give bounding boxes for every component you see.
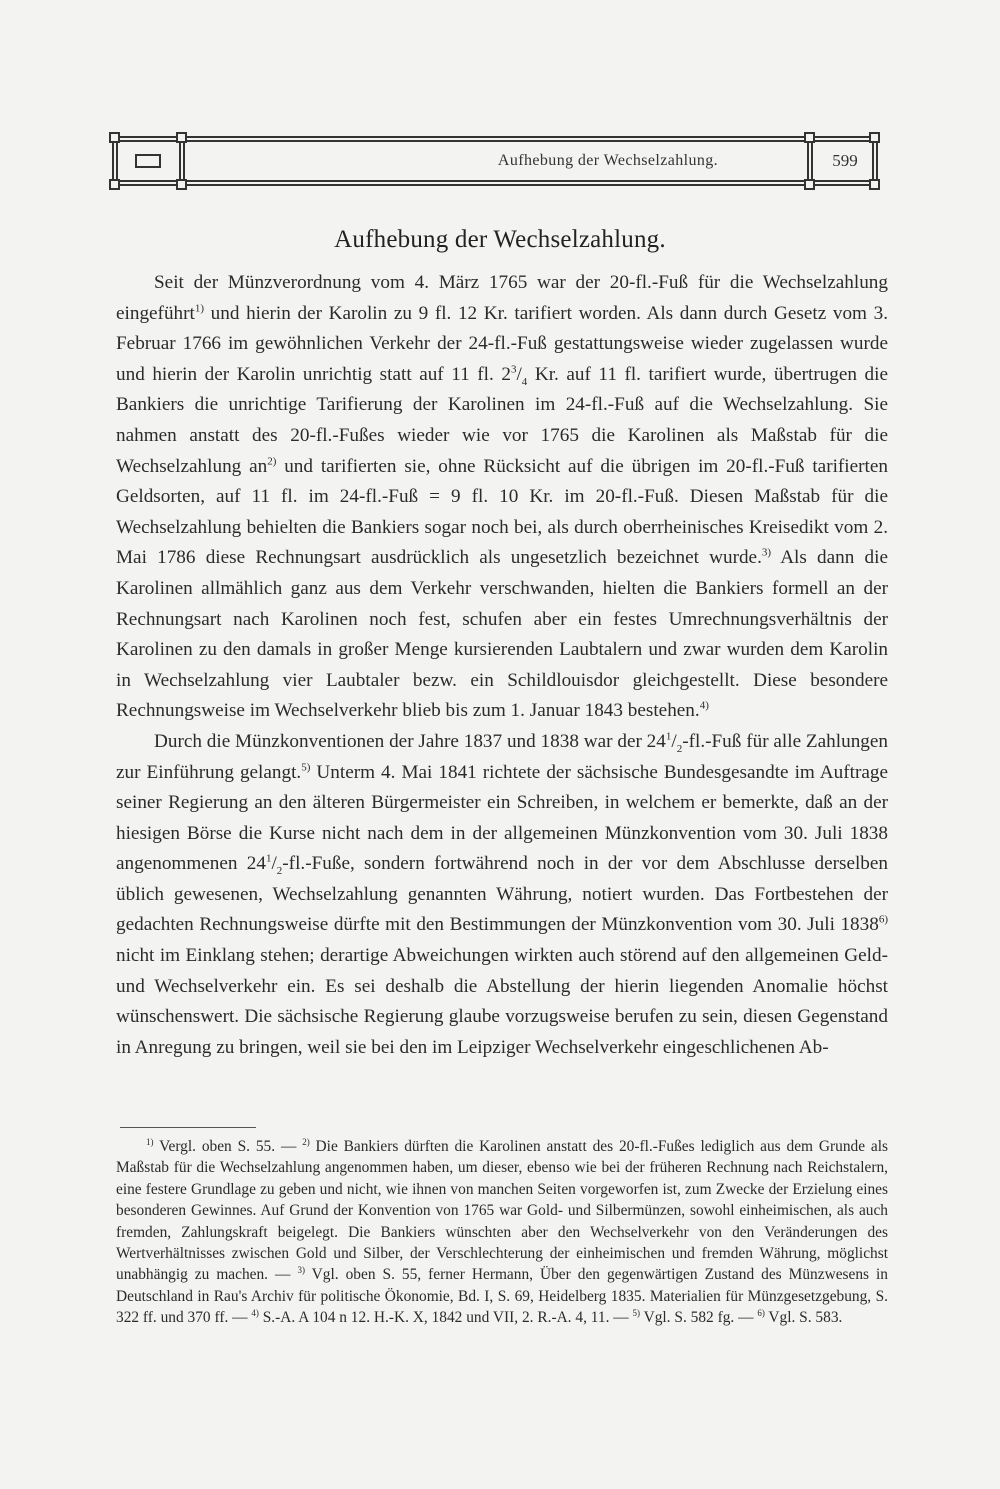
footnote-marker: 3) — [761, 546, 772, 559]
footnote-marker: 2) — [302, 1136, 310, 1147]
footnote-marker: 1) — [146, 1136, 154, 1147]
footnote-marker: 2) — [267, 455, 277, 468]
footnote-marker: 5) — [632, 1308, 641, 1319]
footnote-marker: 1 — [265, 852, 272, 865]
footnote-marker: 6) — [878, 914, 888, 927]
section-title: Aufhebung der Wechselzahlung. — [334, 226, 666, 253]
footnote-text: $^{1)}$ Vergl. oben S. 55. — $^{2)}$ Die Bankiers dürften die Karolinen anstatt des 20-fl.-Fußes lediglich aus dem Grunde als Maßstab für die Wechselzahlung angenommen haben, um dieser, ebenso wie bei der früheren Rechnung nach Reichstalern, eine festere Grundlage zu geben und nicht, wie ihnen von manchen Seiten vorgeworfen ist, zum Zwecke der Erzielung eines besonderen Gewinnes. Auf Grund der Konvention von 1765 war Gold- und Silbermünzen, sowohl einheimischen, als auch fremden, Zahlungskraft beigelegt. Die Bankiers wünschten aber den Wechselverkehr von den Veränderungen des Wertverhältnisses zwischen Gold und Silber, der Verschlechterung der einheimischen und fremden Währung, möglichst unabhängig zu machen. — $^{3)}$ Vgl. oben S. 55, ferner Hermann, Über den gegenwärtigen Zustand des Münzwesens in Deutschland in Rau's Archiv für politische Ökonomie, Bd. I, S. 69, Heidelberg 1835. Materialien für Münzgesetzgebung, S. 322 ff. und 370 ff. — $^{4)}$ S.-A. A 104 n 12. H.-K. X, 1842 und VII, 2. R.-A. 4, 11. — $^{5)}$ Vgl. S. 582 fg. — $^{6)}$ Vgl. S. 583. — [116, 1136, 889, 1327]
footnote-marker: 3 — [510, 363, 517, 376]
running-header — [108, 132, 882, 190]
page-number: 599 — [832, 151, 858, 170]
footnotes — [116, 1136, 888, 1329]
fraction-denominator: 2 — [276, 865, 283, 878]
fraction-denominator: 2 — [676, 742, 683, 755]
footnote-marker: 1 — [665, 730, 672, 743]
paragraph: Durch die Münzkonventionen der Jahre 1837 und 1838 war der $24^1/_2-fl$.-Fuß für alle Zahlungen zur Einführung gelangt.$^{5)}$ Unterm 4. Mai 1841 richtete der sächsische Bundesgesandte im Auftrage seiner Regierung an den älteren Bürgermeister ein Schreiben, in welchem er bemerkte, daß an der hiesigen Börse die Kurse nicht nach dem in der allgemeinen Münzkonvention vom 30. Juli 1838 angenommenen $24^1/_2-fl$.-Fuße, sondern fortwährend noch in der vor dem Abschlusse derselben üblich gewesenen, Wechselzahlung genannten Währung, notiert wurden. Das Fortbestehen der gedachten Rechnungsweise dürfte mit den Bestimmungen der Münzkonvention vom 30. Juli 1838$^{6)}$ nicht im Einklang stehen; derartige Abweichungen wirkten auch störend auf den allgemeinen Geld- und Wechselverkehr ein. Es sei deshalb die Abstellung der hierin liegenden Anomalie höchst wünschenswert. Die sächsische Regierung glaube vorzugsweise berufen zu sein, diesen Gegenstand in Anregung zu bringen, weil sie bei den im Leipziger Wechselverkehr eingeschlichenen Ab- — [116, 730, 888, 1058]
footnote-marker: 5) — [301, 761, 311, 774]
footnote-marker: 4) — [699, 699, 709, 712]
running-title: Aufhebung der Wechselzahlung. — [497, 152, 719, 169]
footnote-marker: 4) — [251, 1308, 259, 1319]
footnote-marker: 3) — [297, 1265, 305, 1276]
fraction-denominator: 4 — [521, 375, 528, 388]
paragraph: Seit der Münzverordnung vom 4. März 1765 war der 20-fl.-Fuß für die Wechselzahlung eingeführt$^{1)}$ und hierin der Karolin zu 9 fl. 12 Kr. tarifiert worden. Als dann durch Gesetz vom 3. Februar 1766 im gewöhnlichen Verkehr der 24-fl.-Fuß gestattungsweise wieder zugelassen wurde und hierin der Karolin unrichtig statt auf 11 fl. $2^3/_4$ Kr. auf 11 fl. tarifiert wurde, übertrugen die Bankiers die unrichtige Tarifierung der Karolinen im 24-fl.-Fuß auf die Wechselzahlung. Sie nahmen anstatt des 20-fl.-Fußes wieder wie vor 1765 die Karolinen als Maßstab für die Wechselzahlung $an^{2)}$ und tarifierten sie, ohne Rücksicht auf die übrigen im 20-fl.-Fuß tarifierten Geldsorten, auf 11 fl. im 24-fl.-Fuß = 9 fl. 10 Kr. im 20-fl.-Fuß. Diesen Maßstab für die Wechselzahlung behielten die Bankiers sogar noch bei, als durch oberrheinisches Kreisedikt vom 2. Mai 1786 diese Rechnungsart ausdrücklich als ungesetzlich bezeichnet wurde.$^{3)}$ Als dann die Karolinen allmählich ganz aus dem Verkehr verschwanden, hielten die Bankiers formell an der Rechnungsart nach Karolinen noch fest, schufen aber ein festes Umrechnungsverhältnis der Karolinen zu den damals in großer Menge kursierenden Laubtalern und zwar wurden dem Karolin in Wechselzahlung vier Laubtaler bezw. ein Schildlouisdor gleichgestellt. Diese besondere Rechnungsweise im Wechselverkehr blieb bis zum 1. Januar 1843 bestehen.$^{4)}$ — [116, 272, 889, 722]
footnote-marker: 1) — [194, 302, 205, 315]
footnote-divider — [120, 1127, 256, 1128]
body-text — [116, 268, 888, 1063]
footnote-marker: 6) — [757, 1308, 765, 1319]
